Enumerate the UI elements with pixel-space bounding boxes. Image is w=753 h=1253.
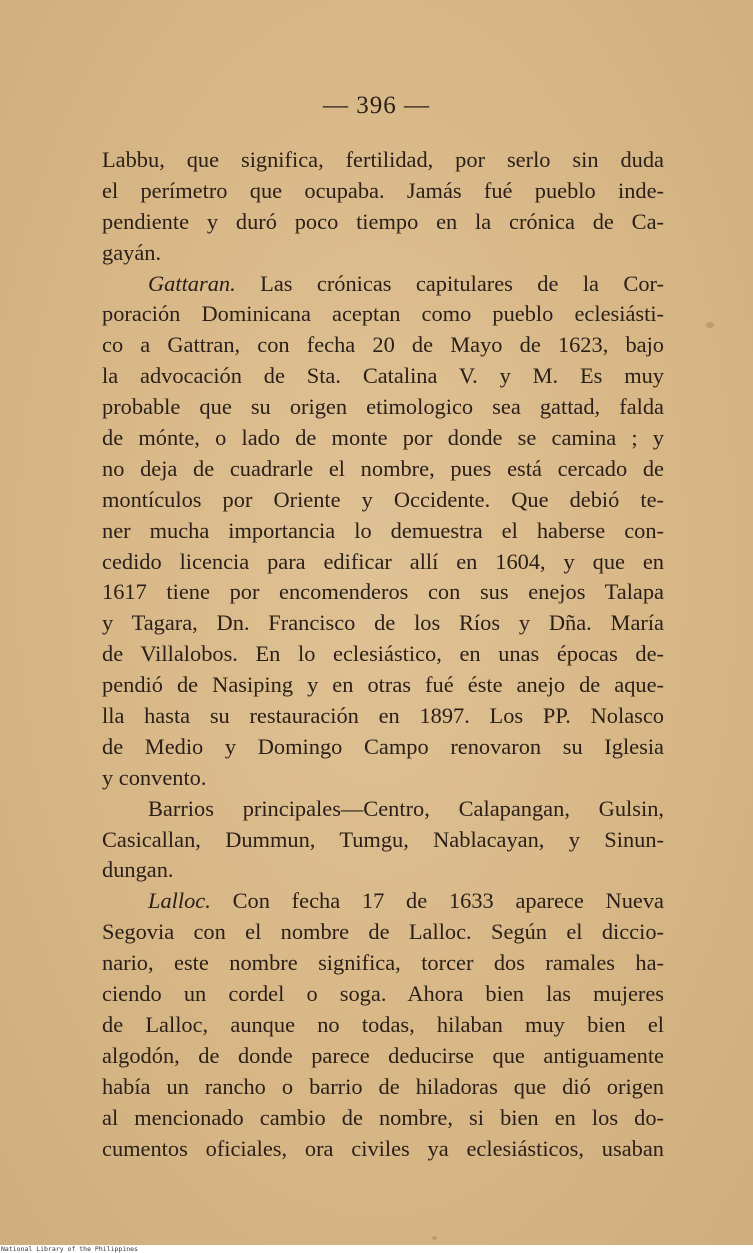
- text-line: algodón, de donde parece deducirse que antiguamente: [102, 1042, 664, 1068]
- text-line: pendiente y duró poco tiempo en la crónica de Ca-: [102, 208, 664, 234]
- text-line: cedido licencia para edificar allí en 1604, y que en: [102, 548, 664, 574]
- text-line: poración Dominicana aceptan como pueblo eclesiásti-: [102, 301, 664, 327]
- body-text: [102, 145, 664, 1164]
- text-line: Labbu, que significa, fertilidad, por serlo sin duda: [102, 147, 664, 172]
- text-line: 1617 tiene por encomenderos con sus enejos Talapa: [102, 579, 664, 605]
- text-line: había un rancho o barrio de hiladoras que dió origen: [102, 1073, 664, 1099]
- text-line: montículos por Oriente y Occidente. Que debió te-: [102, 486, 664, 512]
- text-line: lla hasta su restauración en 1897. Los PP. Nolasco: [102, 703, 664, 729]
- page-number: — 396 —: [323, 92, 430, 119]
- text-line: ner mucha importancia lo demuestra el haberse con-: [102, 517, 664, 543]
- text-line: la advocación de Sta. Catalina V. y M. Es muy: [102, 363, 664, 389]
- text-line: el perímetro que ocupaba. Jamás fué pueblo inde-: [102, 177, 664, 203]
- text-line: y Tagara, Dn. Francisco de los Ríos y Dña. María: [102, 610, 664, 636]
- footer-bar: [0, 1245, 753, 1253]
- text-line: de Villalobos. En lo eclesiástico, en unas épocas de-: [102, 641, 664, 667]
- paragraph-start-line: [102, 886, 664, 917]
- text-line: Segovia con el nombre de Lalloc. Según el diccio-: [102, 919, 664, 945]
- text-line: dungan.: [102, 857, 174, 883]
- paragraph-start-line: [102, 269, 664, 300]
- library-credit: National Library of the Philippines: [1, 1245, 138, 1253]
- italic-term-gattaran: Gattaran.: [148, 270, 236, 296]
- text-line: de Lalloc, aunque no todas, hilaban muy bien el: [102, 1011, 664, 1037]
- text-line: pendió de Nasiping y en otras fué éste anejo de aque-: [102, 672, 664, 698]
- paper-speck: [706, 322, 714, 328]
- text-line: de Medio y Domingo Campo renovaron su Iglesia: [102, 733, 664, 759]
- text-line: Con fecha 17 de 1633 aparece Nueva: [232, 888, 664, 914]
- italic-term-lalloc: Lalloc.: [148, 888, 211, 914]
- paper-speck: [432, 1236, 437, 1240]
- text-line: co a Gattran, con fecha 20 de Mayo de 1623, bajo: [102, 332, 664, 358]
- text-line: Casicallan, Dummun, Tumgu, Nablacayan, y Sinun-: [102, 826, 664, 852]
- text-line: no deja de cuadrarle el nombre, pues está cercado de: [102, 455, 664, 481]
- text-line: Las crónicas capitulares de la Cor-: [260, 270, 664, 296]
- text-line: al mencionado cambio de nombre, si bien en los do-: [102, 1104, 664, 1130]
- text-line: nario, este nombre significa, torcer dos ramales ha-: [102, 950, 664, 976]
- text-line: cumentos oficiales, ora civiles ya eclesiásticos, usaban: [102, 1135, 664, 1161]
- text-line: Barrios principales—Centro, Calapangan, Gulsin,: [148, 795, 664, 821]
- text-line: ciendo un cordel o soga. Ahora bien las mujeres: [102, 981, 664, 1007]
- text-line: de mónte, o lado de monte por donde se camina ; y: [102, 425, 664, 451]
- text-line: y convento.: [102, 764, 207, 790]
- text-line: probable que su origen etimologico sea gattad, falda: [102, 394, 664, 420]
- text-line: gayán.: [102, 239, 162, 265]
